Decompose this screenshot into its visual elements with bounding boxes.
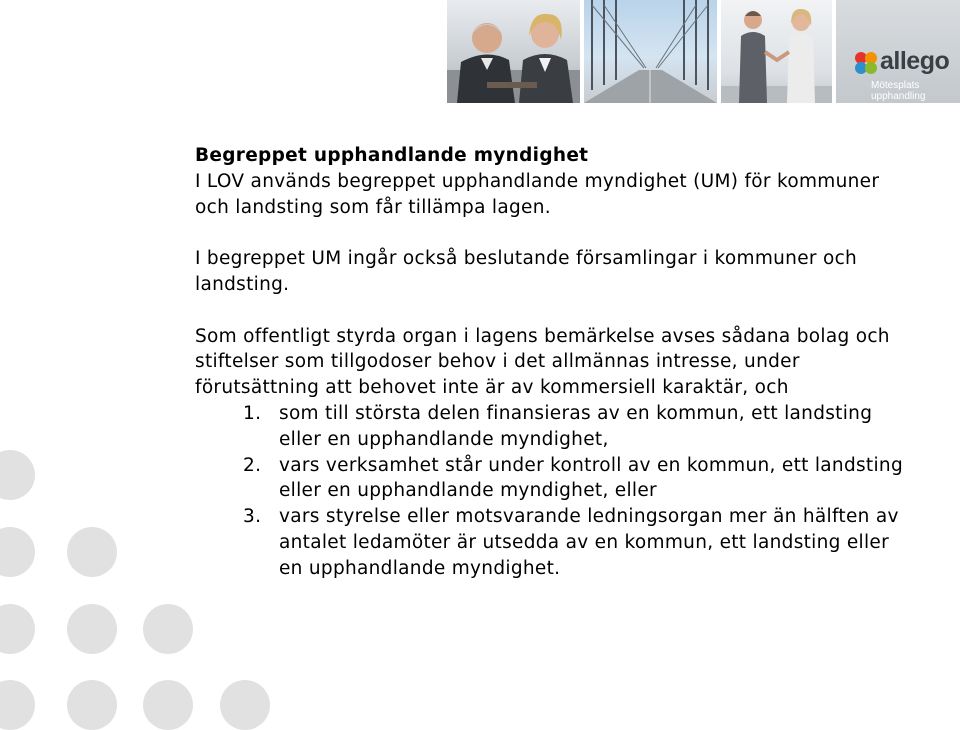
allego-logo-mark-icon	[853, 50, 879, 76]
slide-title: Begreppet upphandlande myndighet	[195, 145, 589, 166]
logo-text: allego	[880, 47, 950, 75]
logo-tagline: Mötesplats upphandling	[871, 80, 926, 102]
handshake-photo	[721, 0, 832, 103]
criteria-list	[195, 401, 915, 582]
header-image-strip	[447, 0, 960, 103]
intro-paragraph: I LOV används begreppet upphandlande myndighet (UM) för kommuner och landsting som får tillämpa lagen.	[195, 170, 880, 218]
decorative-dot	[0, 604, 35, 654]
list-item-number: 2.	[243, 454, 262, 476]
business-people-photo	[447, 0, 580, 103]
um-paragraph: I begreppet UM ingår också beslutande församlingar i kommuner och landsting.	[195, 248, 858, 295]
list-item	[243, 401, 915, 453]
decorative-dot	[220, 680, 270, 730]
definition-paragraph: Som offentligt styrda organ i lagens bemärkelse avses sådana bolag och stiftelser som tillgodoser behov i det allmännas intresse, under förutsättning att behovet inte är av kommersiell karaktär, och	[195, 325, 890, 399]
decorative-dot	[0, 450, 35, 500]
list-item-text: vars verksamhet står under kontroll av en kommun, ett landsting eller en upphandlande myndighet, eller	[279, 454, 903, 502]
list-item	[243, 453, 915, 505]
list-item-text: vars styrelse eller motsvarande ledningsorgan mer än hälften av antalet ledamöter är utsedda av en kommun, ett landsting eller en upphandlande myndighet.	[279, 506, 899, 579]
list-item-number: 3.	[243, 506, 262, 528]
bridge-photo	[584, 0, 717, 103]
list-item	[243, 504, 915, 581]
decorative-dot	[67, 680, 117, 730]
list-item-number: 1.	[243, 402, 262, 424]
decorative-dot	[143, 680, 193, 730]
list-item-text: som till största delen finansieras av en kommun, ett landsting eller en upphandlande myndighet,	[279, 402, 873, 450]
decorative-dot	[67, 527, 117, 577]
allego-logo-panel	[836, 0, 960, 103]
decorative-dot	[0, 680, 35, 730]
decorative-dot	[143, 604, 193, 654]
slide-body	[195, 143, 915, 582]
decorative-dot	[67, 604, 117, 654]
decorative-dot	[0, 527, 35, 577]
